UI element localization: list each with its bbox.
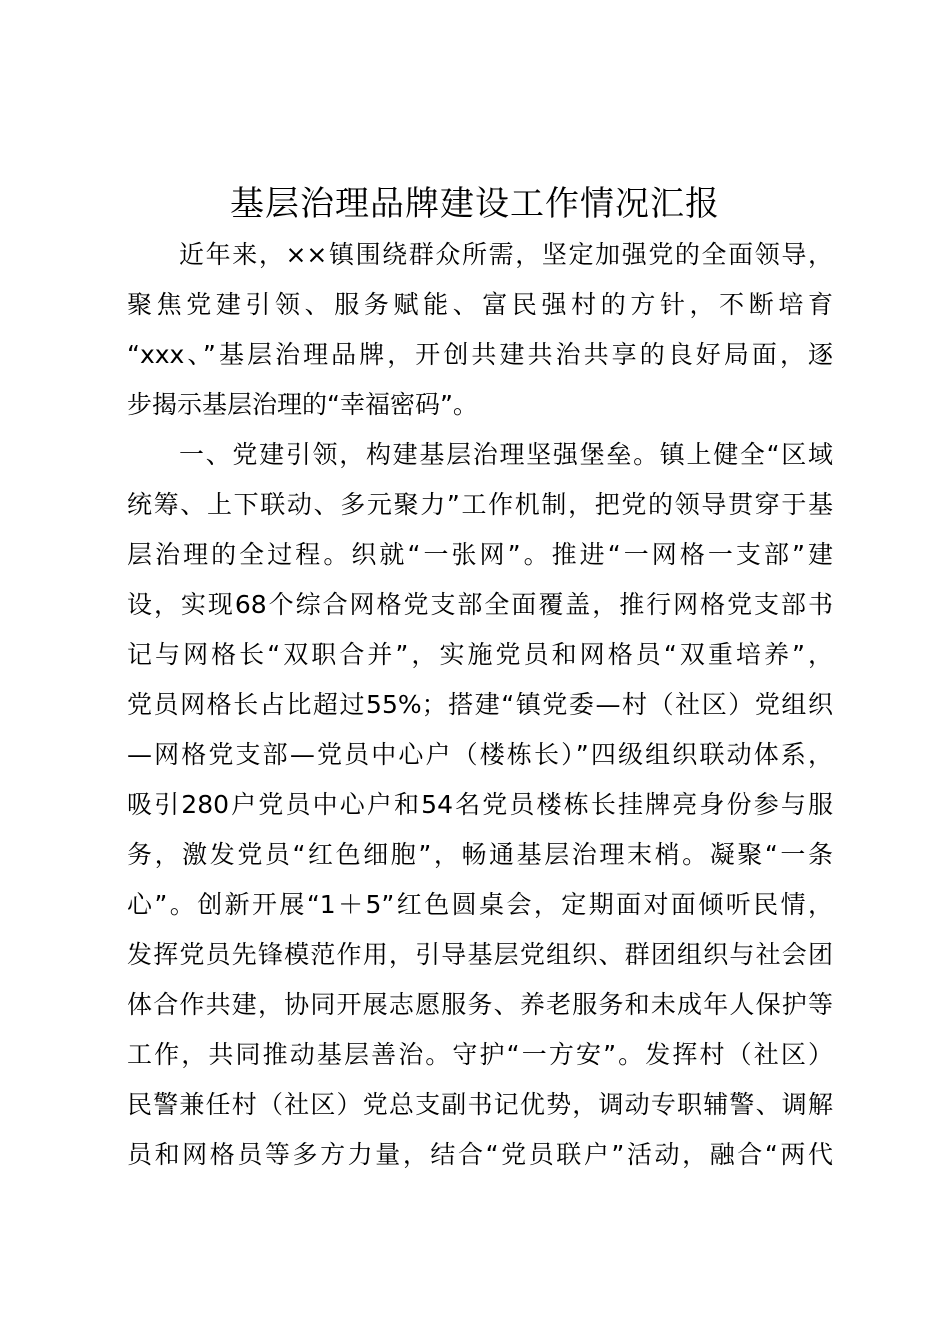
paragraph-line: 近年来，××镇围绕群众所需，坚定加强党的全面领导， — [179, 240, 833, 269]
paragraph-line: 党员网格长占比超过55%；搭建“镇党委—村（社区）党组织 — [127, 690, 833, 719]
paragraph-line: 发挥党员先锋模范作用，引导基层党组织、群团组织与社会团 — [127, 940, 833, 969]
paragraph-line: 工作，共同推动基层善治。守护“一方安”。发挥村（社区） — [127, 1040, 833, 1069]
paragraph-line: 体合作共建，协同开展志愿服务、养老服务和未成年人保护等 — [127, 990, 833, 1019]
paragraph-line: 设，实现68个综合网格党支部全面覆盖，推行网格党支部书 — [127, 590, 833, 619]
paragraph-line: 步揭示基层治理的“幸福密码”。 — [127, 390, 478, 419]
paragraph-line: 聚焦党建引领、服务赋能、富民强村的方针，不断培育 — [127, 290, 833, 319]
paragraph-line: 记与网格长“双职合并”，实施党员和网格员“双重培养”， — [127, 640, 833, 669]
paragraph-line: 一、党建引领，构建基层治理坚强堡垒。镇上健全“区域 — [179, 440, 833, 469]
paragraph-line: 吸引280户党员中心户和54名党员楼栋长挂牌亮身份参与服 — [127, 790, 833, 819]
paragraph-line: 民警兼任村（社区）党总支副书记优势，调动专职辅警、调解 — [127, 1090, 833, 1119]
paragraph-line: 员和网格员等多方力量，结合“党员联户”活动，融合“两代 — [127, 1140, 833, 1169]
paragraph-line: 心”。创新开展“1＋5”红色圆桌会，定期面对面倾听民情， — [127, 890, 833, 919]
paragraph-line: 层治理的全过程。织就“一张网”。推进“一网格一支部”建 — [127, 540, 833, 569]
paragraph-line: —网格党支部—党员中心户（楼栋长）”四级组织联动体系， — [127, 740, 833, 769]
paragraph-line: 统筹、上下联动、多元聚力”工作机制，把党的领导贯穿于基 — [127, 490, 833, 519]
document-title: 基层治理品牌建设工作情况汇报 — [230, 184, 720, 224]
paragraph-line: 务，激发党员“红色细胞”，畅通基层治理末梢。凝聚“一条 — [127, 840, 833, 869]
paragraph-line: “xxx、”基层治理品牌，开创共建共治共享的良好局面，逐 — [127, 340, 833, 369]
